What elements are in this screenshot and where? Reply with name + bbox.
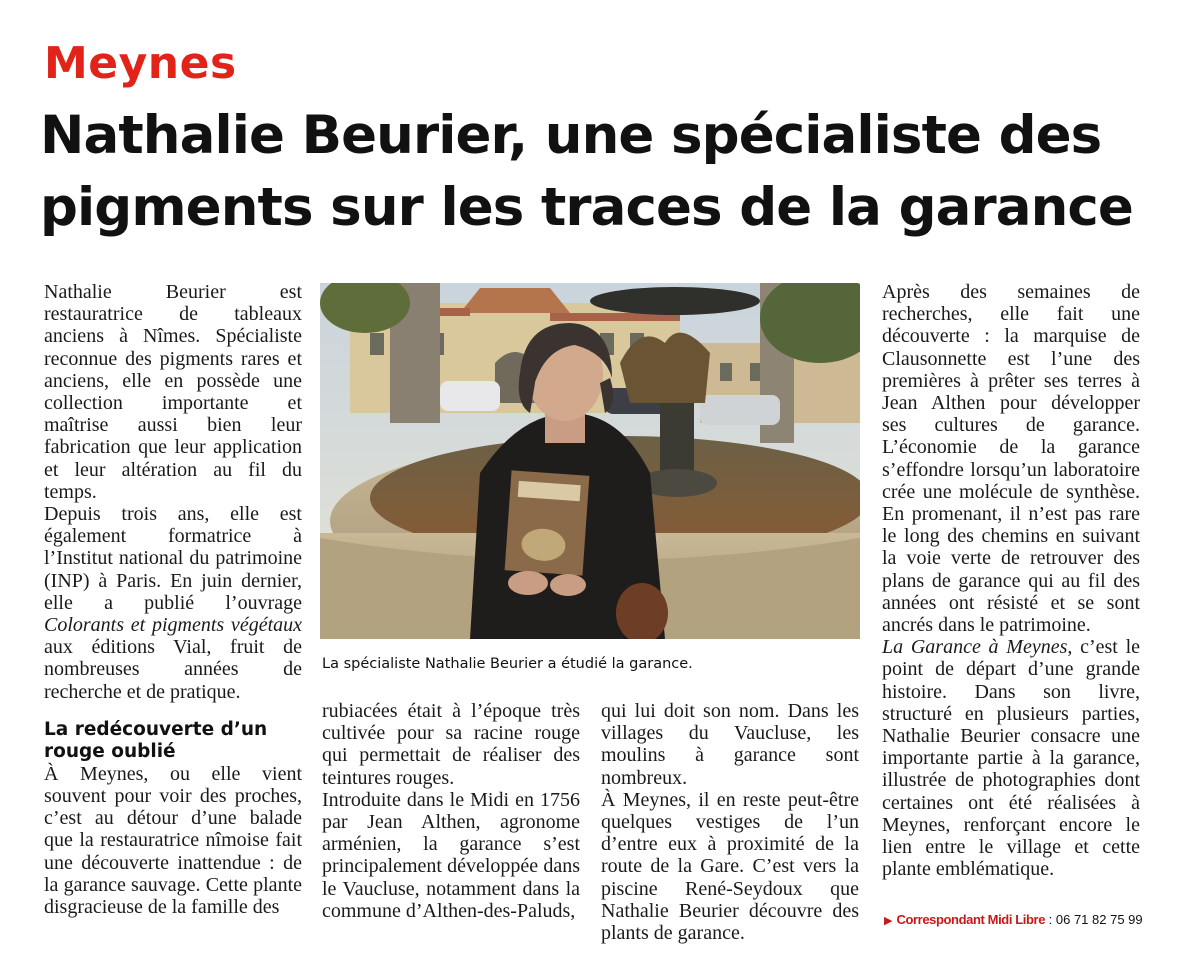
paragraph: À Meynes, il en reste peut-être quelques vestiges de l’un d’entre eux à proximité de la route de la Gare. C’est vers la piscine René-Seydoux que Nathalie Beurier découvre des plants de garance. [601,788,859,945]
play-triangle-icon: ▶ [884,915,893,927]
text-column-3 [601,700,859,944]
text-column-1 [44,281,302,918]
correspondent-name: Correspondant Midi Libre [896,912,1046,927]
paragraph: rubiacées était à l’époque très cultivée pour sa racine rouge qui permettait de réaliser des teintures rouges. [322,700,580,789]
headline-line-2: pigments sur les traces de la garance [40,177,1133,238]
paragraph: Introduite dans le Midi en 1756 par Jean Althen, agronome arménien, la garance s’est principalement développée dans le Vaucluse, notamment dans la commune d’Althen-des-Paluds, [322,788,580,922]
headline-line-1: Nathalie Beurier, une spécialiste des [40,105,1102,166]
paragraph: Nathalie Beurier est restauratrice de tableaux anciens à Nîmes. Spécialiste reconnue des pigments rares et anciens, elle en possède une collection importante et maîtrise aussi bien leur fabrication que leur application et leur altération au fil du temps. [44,281,302,503]
paragraph: Après des semaines de recherches, elle fait une découverte : la marquise de Clausonnette est l’une des premières à prêter ses terres à Jean Althen pour développer ses cultures de garance. L’économie de la garance s’effondre lorsqu’un laboratoire crée une molécule de synthèse. En promenant, il n’est pas rare le long des chemins en suivant la voie verte de retrouver des plans de garance qui au fil des années ont résisté et se sont ancrés dans le patrimoine. [882,281,1140,637]
photo-caption: La spécialiste Nathalie Beurier a étudié la garance. [322,656,693,672]
section-subhead: La redécouverte d’un rouge oublié [44,718,268,762]
correspondent-phone: : 06 71 82 75 99 [1045,912,1143,927]
text-column-2 [322,700,580,922]
paragraph: La Garance à Meynes, c’est le point de départ d’une grande histoire. Dans son livre, structuré en plusieurs parties, Nathalie Beurier consacre une importante partie à la garance, illustrée de photographies dont certaines ont été réalisées à Meynes, renforçant encore le lien entre le village et cette plante emblématique. [882,636,1140,881]
paragraph: Depuis trois ans, elle est également formatrice à l’Institut national du patrimoine (INP) à Paris. En juin dernier, elle a publié l’ouvrage Colorants et pigments végétaux aux éditions Vial, fruit de nombreuses années de recherche et de pratique. [44,503,302,703]
fountain-photo-illustration [320,283,860,639]
paragraph: À Meynes, ou elle vient souvent pour voir des proches, c’est au détour d’une balade que la restauratrice nîmoise fait une découverte inattendue : de la garance sauvage. Cette plante disgracieuse de la famille des [44,762,302,919]
article-headline [40,100,1170,244]
text-column-4 [882,281,1140,880]
book-title: Colorants et pigments végétaux [44,614,302,637]
section-kicker: Meynes [44,38,237,89]
book-part-title: La Garance à Meynes [882,636,1068,659]
article-photo [320,283,860,639]
paragraph: qui lui doit son nom. Dans les villages du Vaucluse, les moulins à garance sont nombreux. [601,700,859,789]
correspondent-credit [884,912,1143,927]
